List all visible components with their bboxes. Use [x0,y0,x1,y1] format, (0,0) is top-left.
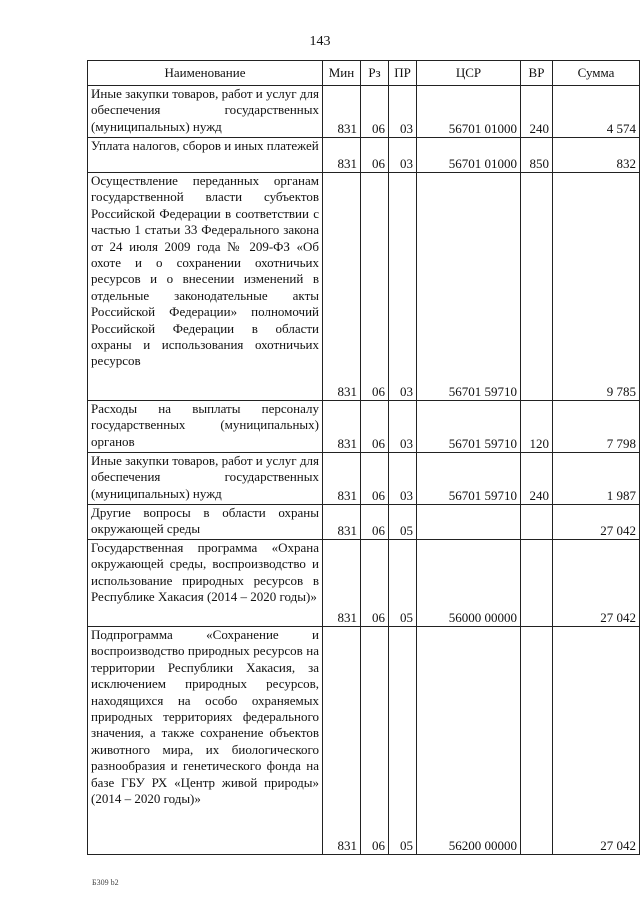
row-name: Подпрограмма «Сохранение и воспроизводство природных ресурсов на территории Республики Хакасия, за исключением природных ресурсов, находящихся на особо охраняемых природных территориях федерального значения, а также сохранение объектов животного мира, их биологического разнообразия и генетического фонда на базе ГБУ РХ «Центр живой природы» (2014 – 2020 годы)» [88,627,323,855]
row-sum: 832 [553,138,640,173]
row-vr [521,505,553,540]
row-pr: 05 [389,540,417,627]
row-sum: 1 987 [553,453,640,505]
row-pr: 03 [389,453,417,505]
row-rz: 06 [361,401,389,453]
header-rz: Рз [361,61,389,86]
row-vr: 240 [521,86,553,138]
row-sum: 7 798 [553,401,640,453]
row-name: Уплата налогов, сборов и иных платежей [88,138,323,173]
row-vr [521,173,553,401]
row-name: Расходы на выплаты персоналу государственных (муниципальных) органов [88,401,323,453]
row-rz: 06 [361,86,389,138]
header-pr: ПР [389,61,417,86]
row-sum: 4 574 [553,86,640,138]
row-rz: 06 [361,173,389,401]
row-rz: 06 [361,138,389,173]
table-row [88,540,640,627]
row-csr: 56701 59710 [417,401,521,453]
row-csr: 56701 59710 [417,453,521,505]
table-row [88,505,640,540]
row-csr: 56701 01000 [417,138,521,173]
row-rz: 06 [361,627,389,855]
row-name: Иные закупки товаров, работ и услуг для обеспечения государственных (муниципальных) нужд [88,453,323,505]
row-csr: 56701 01000 [417,86,521,138]
table-row [88,138,640,173]
row-pr: 03 [389,86,417,138]
row-min: 831 [323,453,361,505]
table-row [88,86,640,138]
budget-table [87,60,640,855]
row-min: 831 [323,138,361,173]
row-vr [521,540,553,627]
row-sum: 27 042 [553,540,640,627]
row-vr: 850 [521,138,553,173]
row-name: Иные закупки товаров, работ и услуг для обеспечения государственных (муниципальных) нужд [88,86,323,138]
row-pr: 03 [389,401,417,453]
row-pr: 03 [389,138,417,173]
row-csr: 56701 59710 [417,173,521,401]
header-csr: ЦСР [417,61,521,86]
table-row [88,627,640,855]
row-sum: 27 042 [553,505,640,540]
page-number: 143 [309,34,331,49]
row-vr: 240 [521,453,553,505]
table-header-row [88,61,640,86]
row-min: 831 [323,627,361,855]
row-pr: 05 [389,505,417,540]
row-sum: 9 785 [553,173,640,401]
header-vr: ВР [521,61,553,86]
row-name: Государственная программа «Охрана окружающей среды, воспроизводство и использование природных ресурсов в Республике Хакасия (2014 – 2020 годы)» [88,540,323,627]
row-pr: 03 [389,173,417,401]
row-min: 831 [323,86,361,138]
row-csr: 56000 00000 [417,540,521,627]
row-vr [521,627,553,855]
row-min: 831 [323,173,361,401]
table-row [88,453,640,505]
row-pr: 05 [389,627,417,855]
row-rz: 06 [361,540,389,627]
header-min: Мин [323,61,361,86]
footer-code: Б309 b2 [92,878,119,887]
header-sum: Сумма [553,61,640,86]
row-vr: 120 [521,401,553,453]
row-name: Другие вопросы в области охраны окружающей среды [88,505,323,540]
row-csr: 56200 00000 [417,627,521,855]
row-min: 831 [323,401,361,453]
table-row [88,401,640,453]
row-csr [417,505,521,540]
header-name: Наименование [88,61,323,86]
row-sum: 27 042 [553,627,640,855]
table-row [88,173,640,401]
row-rz: 06 [361,453,389,505]
row-min: 831 [323,540,361,627]
row-name: Осуществление переданных органам государственной власти субъектов Российской Федерации в соответствии с частью 1 статьи 33 Федерального закона от 24 июля 2009 года № 209-ФЗ «Об охоте и о сохранении охотничьих ресурсов и о внесении изменений в отдельные законодательные акты Российской Федерации» полномочий Российской Федерации в области охраны и использования охотничьих ресурсов [88,173,323,401]
row-rz: 06 [361,505,389,540]
row-min: 831 [323,505,361,540]
